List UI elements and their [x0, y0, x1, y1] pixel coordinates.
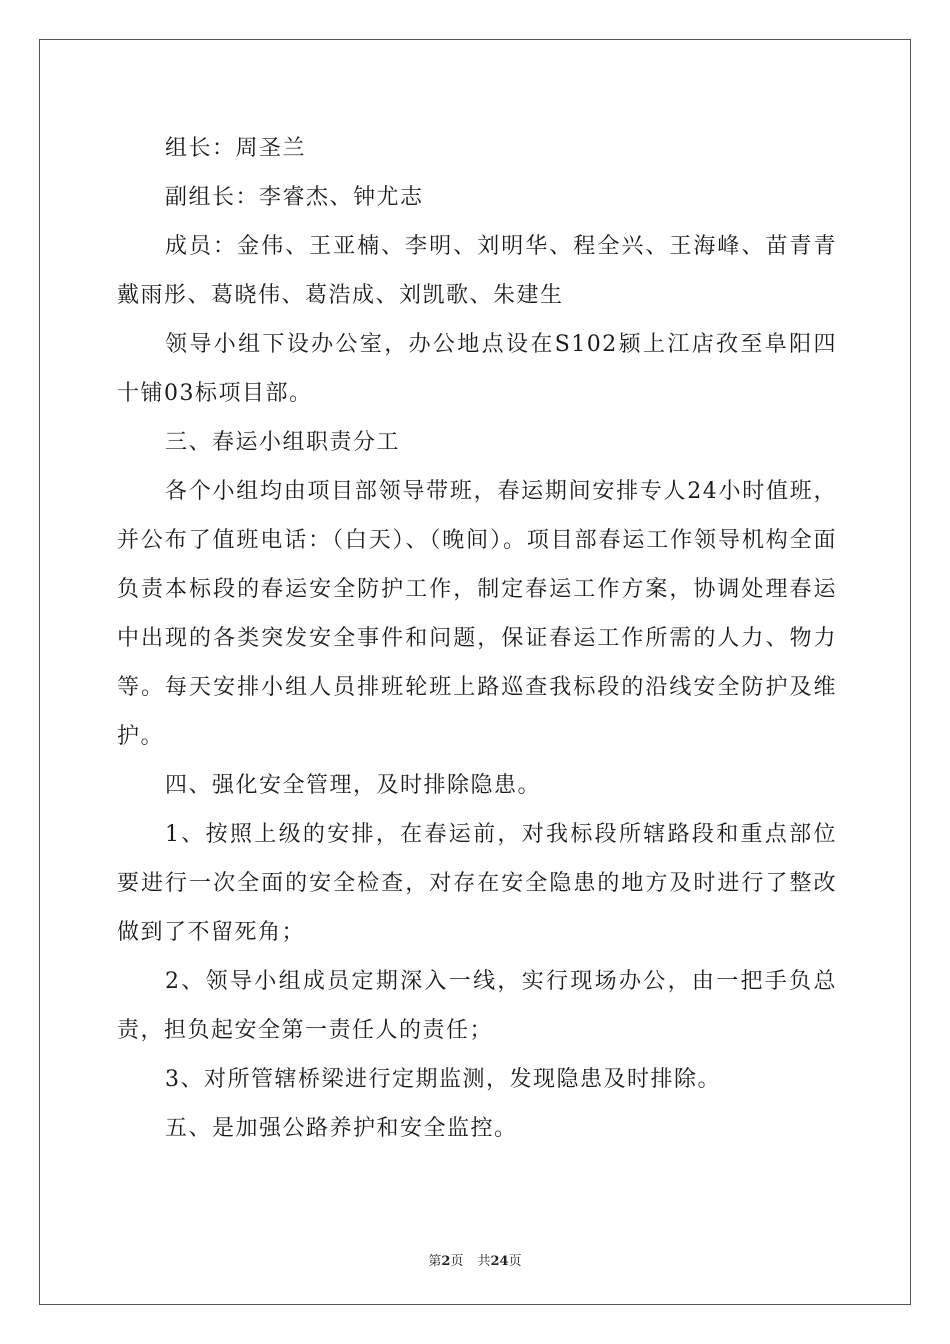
list-item-2: 2、领导小组成员定期深入一线，实行现场办公，由一把手负总责，担负起安全第一责任人的责任； — [117, 969, 837, 1043]
page-suffix: 页 — [450, 1254, 464, 1269]
paragraph-duties: 各个小组均由项目部领导带班，春运期间安排专人24小时值班，并公布了值班电话：（白天）、（晚间）。项目部春运工作领导机构全面负责本标段的春运安全防护工作，制定春运工作方案，协调处理春运中出现的各类突发安全事件和问题，保证春运工作所需的人力、物力等。每天安排小组人员排班轮班上路巡查我标段的沿线安全防护及维护。 — [117, 479, 837, 749]
page-current: 2 — [441, 1254, 451, 1269]
total-prefix: 共 — [477, 1254, 491, 1269]
total-suffix: 页 — [508, 1254, 522, 1269]
paragraph-office: 领导小组下设办公室，办公地点设在S102颍上江店孜至阜阳四十铺03标项目部。 — [117, 332, 837, 406]
document-body — [117, 124, 837, 1153]
list-item-3: 3、对所管辖桥梁进行定期监测，发现隐患及时排除。 — [165, 1067, 721, 1092]
section-heading-4: 四、强化安全管理，及时排除隐患。 — [165, 773, 542, 798]
section-heading-3: 三、春运小组职责分工 — [165, 430, 401, 455]
paragraph-members: 成员：金伟、王亚楠、李明、刘明华、程全兴、王海峰、苗青青戴雨彤、葛晓伟、葛浩成、刘凯歌、朱建生 — [117, 234, 837, 308]
page-prefix: 第 — [428, 1254, 442, 1269]
page-total: 24 — [490, 1254, 509, 1269]
page-footer — [0, 1250, 950, 1269]
section-heading-5: 五、是加强公路养护和安全监控。 — [165, 1116, 518, 1141]
list-item-1: 1、按照上级的安排，在春运前，对我标段所辖路段和重点部位要进行一次全面的安全检查，对存在安全隐患的地方及时进行了整改做到了不留死角； — [117, 822, 837, 945]
paragraph-deputy-leader: 副组长：李睿杰、钟尤志 — [165, 185, 424, 210]
paragraph-group-leader: 组长：周圣兰 — [165, 136, 307, 161]
